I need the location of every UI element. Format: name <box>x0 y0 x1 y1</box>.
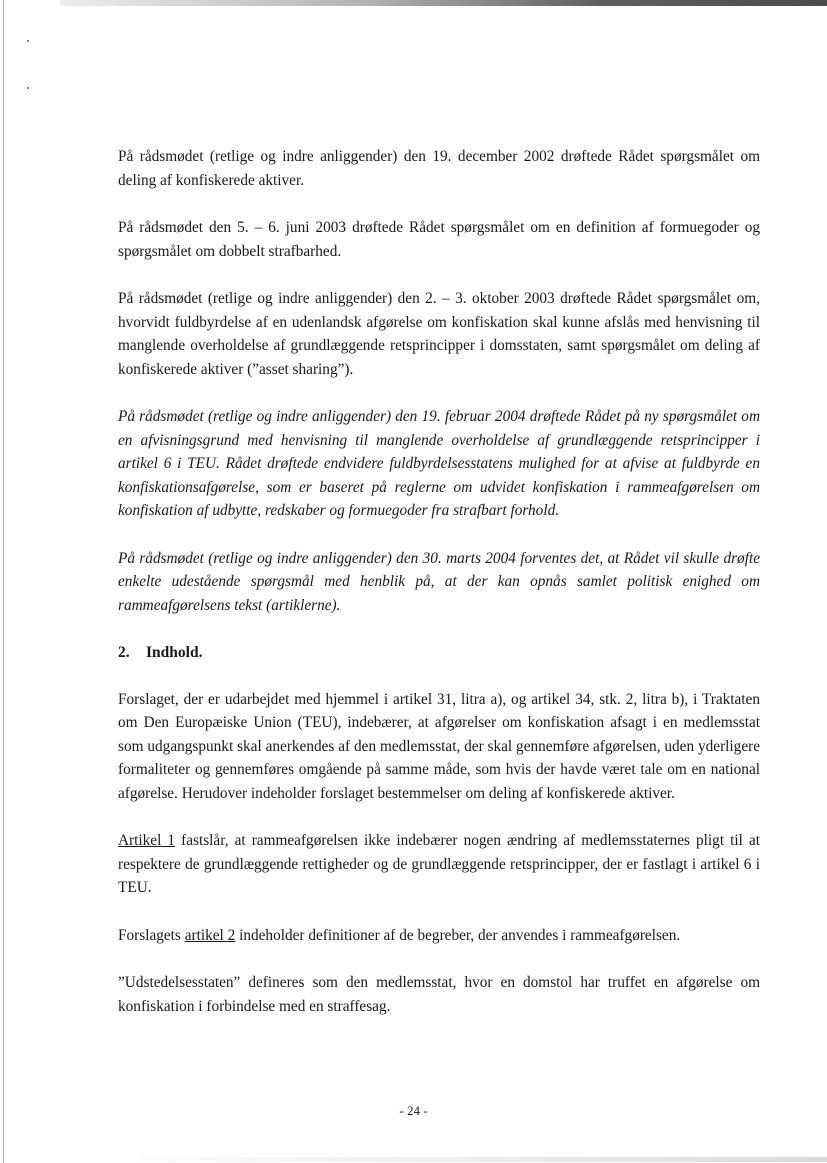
paragraph-council-meeting-mar-2004: På rådsmødet (retlige og indre anliggender) den 30. marts 2004 forventes det, at Rådet vil skulle drøfte enkelte udestående spørgsmål med henblik på, at der kan opnås samlet politisk enighed om rammeafgørelsens tekst (artiklerne). <box>118 549 760 614</box>
article-2-prefix: Forslagets <box>118 926 185 944</box>
paragraph-issuing-state-definition: ”Udstedelsesstaten” defineres som den medlemsstat, hvor en domstol har truffet en afgørelse om konfiskation i forbindelse med en straffesag. <box>118 974 760 1015</box>
scan-edge-bottom <box>140 1157 827 1162</box>
paragraph-council-meeting-jun-2003: På rådsmødet den 5. – 6. juni 2003 drøftede Rådet spørgsmålet om en definition af formuegoder og spørgsmålet om dobbelt strafbarhed. <box>118 219 760 260</box>
paragraph-article-2 <box>118 924 760 948</box>
page-number: - 24 - <box>399 1103 428 1118</box>
paragraph-proposal-summary: Forslaget, der er udarbejdet med hjemmel i artikel 31, litra a), og artikel 34, stk. 2, litra b), i Traktaten om Den Europæiske Union (TEU), indebærer, at afgørelser om konfiskation afsagt i en medlemsstat som udgangspunkt skal anerkendes af den medlemsstat, der skal gennemføre afgørelsen, uden yderligere formaliteter og gennemføres omgående på samme måde, som hvis der havde været tale om en national afgørelse. Herudover indeholder forslaget bestemmelser om deling af konfiskerede aktiver. <box>118 690 760 802</box>
scan-speck <box>27 87 29 89</box>
article-2-reference: artikel 2 <box>184 926 236 944</box>
section-title: Indhold. <box>146 644 203 661</box>
paragraph-council-meeting-feb-2004: På rådsmødet (retlige og indre anliggender) den 19. februar 2004 drøftede Rådet på ny spørgsmålet om en afvisningsgrund med henvisning til manglende overholdelse af grundlæggende retsprincipper i artikel 6 i TEU. Rådet drøftede endvidere fuldbyrdelsesstatens mulighed for at afvise at fuldbyrde en konfiskationsafgørelse, som er baseret på reglerne om udvidet konfiskation i rammeafgørelsen om konfiskation af udbytte, redskaber og formuegoder fra strafbart forhold. <box>118 408 760 519</box>
section-number: 2. <box>118 644 130 661</box>
article-2-text: indeholder definitioner af de begreber, der anvendes i rammeafgørelsen. <box>235 926 681 944</box>
article-1-text: fastslår, at rammeafgørelsen ikke indebærer nogen ændring af medlemsstaternes pligt til at respektere de grundlæggende rettigheder og de grundlæggende retsprincipper, der er fastlagt i artikel 6 i TEU. <box>118 832 760 896</box>
article-1-reference: Artikel 1 <box>118 832 176 849</box>
scan-edge-left <box>3 0 4 1163</box>
scan-edge-top <box>60 0 827 6</box>
scan-speck <box>27 40 29 42</box>
paragraph-article-1 <box>118 829 760 900</box>
paragraph-council-meeting-dec-2002: På rådsmødet (retlige og indre anliggender) den 19. december 2002 drøftede Rådet spørgsmålet om deling af konfiskerede aktiver. <box>118 148 760 189</box>
document-body <box>118 145 760 1042</box>
paragraph-council-meeting-oct-2003: På rådsmødet (retlige og indre anliggender) den 2. – 3. oktober 2003 drøftede Rådet spørgsmålet om, hvorvidt fuldbyrdelse af en udenlandsk afgørelse om konfiskation skal kunne afslås med henvisning til manglende overholdelse af grundlæggende retsprincipper i domsstaten, samt spørgsmålet om deling af konfiskerede aktiver (”asset sharing”). <box>118 290 760 378</box>
section-heading <box>118 641 760 665</box>
